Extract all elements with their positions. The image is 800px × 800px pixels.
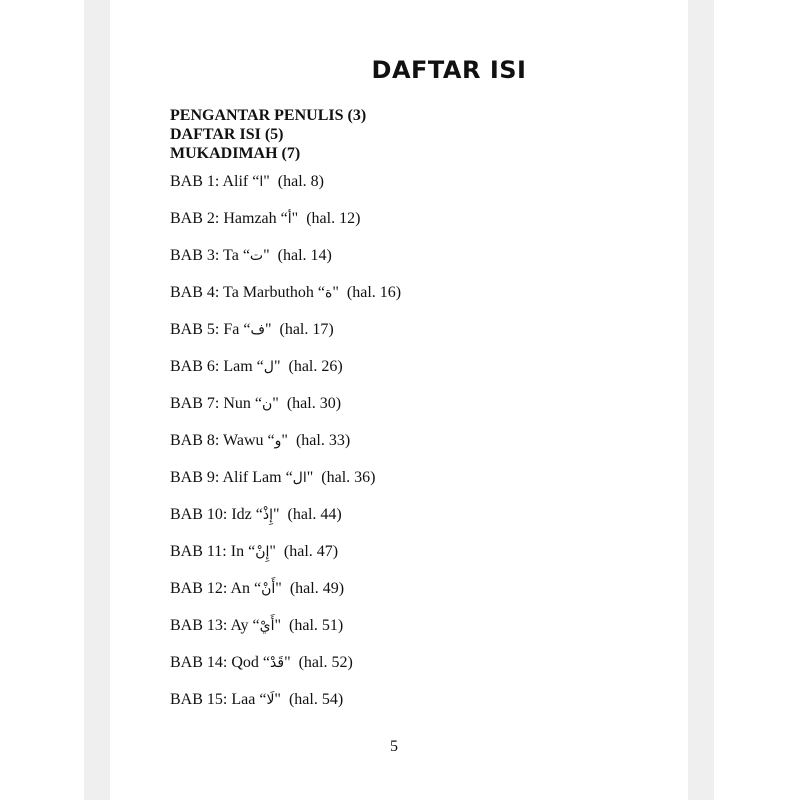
chapter-page: (hal. 51) [289, 617, 344, 634]
chapter-page: (hal. 33) [295, 432, 351, 449]
chapter-page: (hal. 52) [298, 654, 353, 671]
chapter-list [170, 172, 401, 727]
arabic-letter: لَا [266, 692, 275, 708]
chapter-entry: BAB 5: Fa “ف" (hal. 17) [170, 321, 334, 338]
chapter-label: BAB 7: Nun [170, 395, 251, 412]
page-shadow-left [84, 0, 110, 800]
front-item-pengantar: PENGANTAR PENULIS (3) [170, 107, 367, 124]
chapter-page: (hal. 44) [287, 506, 342, 523]
chapter-entry: BAB 6: Lam “ل" (hal. 26) [170, 358, 343, 375]
chapter-page: (hal. 30) [286, 395, 342, 412]
chapter-entry: BAB 12: An “أَنْ" (hal. 49) [170, 580, 345, 597]
arabic-letter: قَدْ [270, 655, 285, 671]
chapter-label: BAB 11: In [170, 543, 245, 560]
chapter-entry: BAB 1: Alif “ا" (hal. 8) [170, 173, 324, 190]
chapter-label: BAB 12: An [170, 580, 251, 597]
chapter-entry: BAB 15: Laa “لَا" (hal. 54) [170, 691, 344, 708]
chapter-entry: BAB 11: In “إِنْ" (hal. 47) [170, 543, 339, 560]
chapter-entry: BAB 9: Alif Lam “ال" (hal. 36) [170, 469, 376, 486]
chapter-entry: BAB 4: Ta Marbuthoh “ة" (hal. 16) [170, 284, 402, 301]
chapter-entry: BAB 2: Hamzah “أ" (hal. 12) [170, 210, 361, 227]
background-right [714, 0, 800, 800]
chapter-label: BAB 8: Wawu [170, 432, 264, 449]
chapter-entry: BAB 8: Wawu “و" (hal. 33) [170, 432, 351, 449]
page-number: 5 [390, 738, 398, 755]
chapter-page: (hal. 16) [346, 284, 402, 301]
chapter-page: (hal. 12) [306, 210, 361, 227]
arabic-letter: إِنْ [255, 544, 270, 560]
chapter-page: (hal. 47) [283, 543, 339, 560]
arabic-letter: و [274, 433, 282, 449]
arabic-letter: ت [249, 248, 264, 264]
chapter-entry: BAB 14: Qod “قَدْ" (hal. 52) [170, 654, 353, 671]
chapter-entry: BAB 13: Ay “أَيْ" (hal. 51) [170, 617, 344, 634]
arabic-letter: ل [263, 359, 274, 375]
chapter-entry: BAB 3: Ta “ت" (hal. 14) [170, 247, 332, 264]
arabic-letter: ن [262, 396, 273, 412]
chapter-label: BAB 3: Ta [170, 247, 239, 264]
chapter-label: BAB 13: Ay [170, 617, 249, 634]
chapter-label: BAB 6: Lam [170, 358, 253, 375]
arabic-letter: ال [292, 470, 307, 486]
chapter-page: (hal. 49) [289, 580, 345, 597]
arabic-letter: أَنْ [261, 581, 276, 597]
chapter-page: (hal. 26) [288, 358, 343, 375]
page-shadow-right [688, 0, 714, 800]
front-item-mukadimah: MUKADIMAH (7) [170, 145, 301, 162]
chapter-entry: BAB 10: Idz “إِذْ" (hal. 44) [170, 506, 342, 523]
front-item-daftar-isi: DAFTAR ISI (5) [170, 126, 284, 143]
arabic-letter: أ [287, 211, 292, 227]
chapter-label: BAB 4: Ta Marbuthoh [170, 284, 314, 301]
chapter-label: BAB 14: Qod [170, 654, 259, 671]
chapter-page: (hal. 14) [277, 247, 332, 264]
chapter-page: (hal. 17) [279, 321, 334, 338]
chapter-label: BAB 15: Laa [170, 691, 256, 708]
chapter-entry: BAB 7: Nun “ن" (hal. 30) [170, 395, 342, 412]
chapter-label: BAB 10: Idz [170, 506, 252, 523]
document-page [110, 0, 688, 800]
arabic-letter: إِذْ [262, 507, 274, 523]
chapter-page: (hal. 36) [321, 469, 376, 486]
chapter-label: BAB 5: Fa [170, 321, 240, 338]
arabic-letter: ا [259, 174, 264, 190]
arabic-letter: أَيْ [259, 618, 275, 634]
background-left [0, 0, 84, 800]
front-matter-list [170, 106, 366, 163]
page-title: DAFTAR ISI [371, 56, 527, 84]
chapter-page: (hal. 54) [288, 691, 344, 708]
arabic-letter: ف [250, 322, 265, 338]
chapter-label: BAB 9: Alif Lam [170, 469, 282, 486]
chapter-label: BAB 1: Alif [170, 173, 249, 190]
chapter-label: BAB 2: Hamzah [170, 210, 277, 227]
arabic-letter: ة [325, 285, 333, 301]
chapter-page: (hal. 8) [277, 173, 324, 190]
